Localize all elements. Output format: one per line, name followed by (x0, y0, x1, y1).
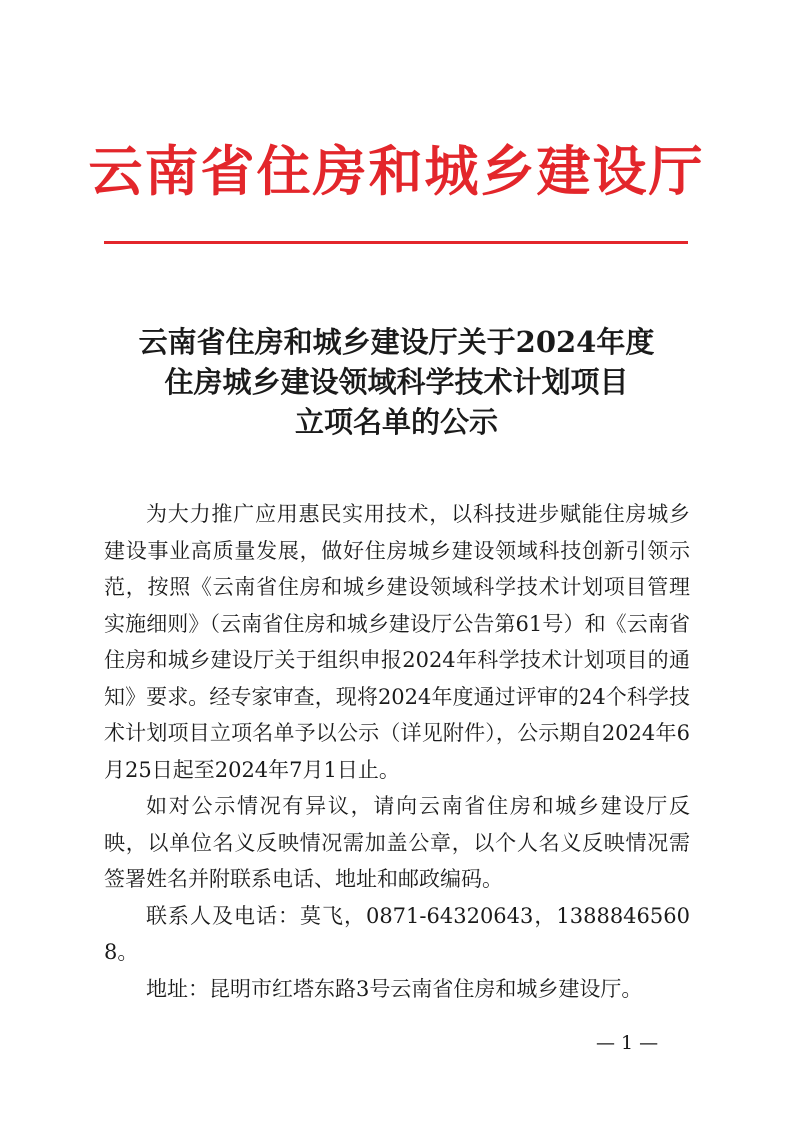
title-line-3: 立项名单的公示 (294, 405, 498, 439)
paragraph-objection: 如对公示情况有异议，请向云南省住房和城乡建设厅反映，以单位名义反映情况需加盖公章，以个人名义反映情况需签署姓名并附联系电话、地址和邮政编码。 (104, 794, 690, 891)
red-divider (104, 241, 688, 244)
paragraph-contact: 联系人及电话：莫飞，0871-64320643，13888465608。 (104, 903, 690, 964)
page-number: — 1 — (596, 1032, 659, 1054)
title-line-1: 云南省住房和城乡建设厅关于2024年度 (138, 325, 655, 359)
document-body (104, 496, 690, 1007)
title-line-2: 住房城乡建设领域科学技术计划项目 (164, 365, 629, 399)
paragraph-announcement: 为大力推广应用惠民实用技术，以科技进步赋能住房城乡建设事业高质量发展，做好住房城乡建设领域科技创新引领示范，按照《云南省住房和城乡建设领域科学技术计划项目管理实施细则》（云南省住房和城乡建设厅公告第61号）和《云南省住房和城乡建设厅关于组织申报2024年科学技术计划项目的通知》要求。经专家审查，现将2024年度通过评审的24个科学技术计划项目立项名单予以公示（详见附件），公示期自2024年6月25日起至2024年7月1日止。 (104, 502, 690, 782)
document-title (0, 322, 793, 442)
agency-header: 云南省住房和城乡建设厅 (88, 139, 705, 203)
paragraph-address: 地址：昆明市红塔东路3号云南省住房和城乡建设厅。 (146, 976, 643, 1001)
